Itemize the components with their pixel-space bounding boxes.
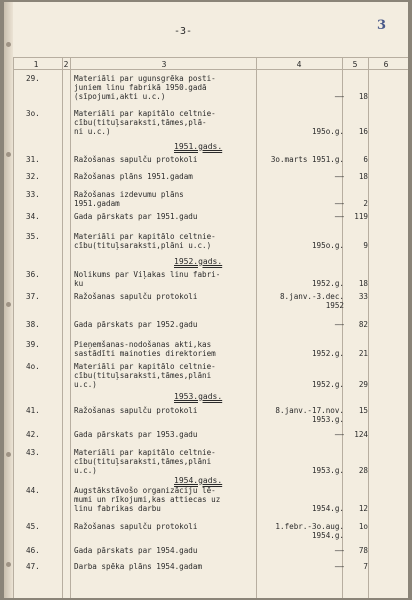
binding-hole	[6, 152, 11, 157]
item-page-count: 29	[358, 380, 368, 389]
table-header-rule	[13, 69, 408, 70]
item-number: 3o.	[26, 109, 40, 118]
item-description: Ražošanas sapulču protokoli	[74, 406, 198, 415]
item-number: 29.	[26, 74, 40, 83]
item-date: ——	[334, 320, 344, 329]
item-page-count: 78	[358, 546, 368, 555]
item-date: ——	[334, 199, 344, 208]
item-date: ——	[334, 562, 344, 571]
item-date: 1954.g.	[311, 504, 344, 513]
column-rule	[62, 58, 63, 598]
item-description: Gada pārskats par 1951.gadu	[74, 212, 198, 221]
item-page-count: 16	[358, 127, 368, 136]
document-page	[4, 2, 408, 598]
year-heading-label: 1953.gads.	[174, 392, 223, 401]
binding-hole	[6, 302, 11, 307]
item-page-count: 28	[358, 466, 368, 475]
item-number: 45.	[26, 522, 40, 531]
item-page-count: 18	[358, 172, 368, 181]
item-number: 37.	[26, 292, 40, 301]
item-number: 47.	[26, 562, 40, 571]
column-rule	[13, 58, 14, 598]
item-number: 31.	[26, 155, 40, 164]
item-number: 41.	[26, 406, 40, 415]
binding-hole	[6, 452, 11, 457]
item-date: ——	[334, 430, 344, 439]
item-number: 38.	[26, 320, 40, 329]
item-number: 43.	[26, 448, 40, 457]
item-date: 1952.g.	[311, 349, 344, 358]
column-header-3: 3	[161, 60, 167, 69]
column-header-6: 6	[383, 60, 389, 69]
item-number: 36.	[26, 270, 40, 279]
item-description: Materiāli par kapitālo celtnie- cību(tituļsaraksti,tāmes,plā- ni u.c.)	[74, 109, 216, 136]
item-description: Pieņemšanas-nodošanas akti,kas sastādīti mainoties direktoriem	[74, 340, 216, 358]
item-date: 1953.g.	[311, 466, 344, 475]
column-rule	[70, 58, 71, 598]
item-number: 35.	[26, 232, 40, 241]
item-number: 46.	[26, 546, 40, 555]
item-page-count: 7	[363, 562, 368, 571]
item-page-count: 6	[363, 155, 368, 164]
item-description: Gada pārskats par 1953.gadu	[74, 430, 198, 439]
binding-edge	[4, 2, 13, 598]
item-page-count: 119	[354, 212, 368, 221]
table-top-rule	[13, 57, 408, 58]
item-description: Materiāli par kapitālo celtnie- cību(tituļsaraksti,tāmes,plāni u.c.)	[74, 448, 216, 475]
year-heading-label: 1951.gads.	[174, 142, 223, 151]
item-page-count: 33	[358, 292, 368, 301]
item-date: 8.janv.-17.nov. 1953.g.	[275, 406, 344, 424]
item-page-count: 18	[358, 92, 368, 101]
item-number: 39.	[26, 340, 40, 349]
item-description: Gada pārskats par 1954.gadu	[74, 546, 198, 555]
item-page-count: 1o	[358, 522, 368, 531]
item-date: ——	[334, 172, 344, 181]
item-description: Gada pārskats par 1952.gadu	[74, 320, 198, 329]
item-number: 42.	[26, 430, 40, 439]
column-header-2: 2	[63, 60, 69, 69]
item-page-count: 2	[363, 199, 368, 208]
item-date: 3o.marts 1951.g.	[270, 155, 344, 164]
binding-hole	[6, 42, 11, 47]
item-page-count: 9	[363, 241, 368, 250]
item-date: 195o.g.	[311, 241, 344, 250]
item-description: Ražošanas sapulču protokoli	[74, 292, 198, 301]
item-description: Materiāli par kapitālo celtnie- cību(tituļsaraksti,tāmes,plāni u.c.)	[74, 362, 216, 389]
binding-hole	[6, 562, 11, 567]
item-number: 34.	[26, 212, 40, 221]
item-date: ——	[334, 546, 344, 555]
item-description: Materiāli par ugunsgrēka posti- juniem linu fabrikā 1950.gadā (sīpojumi,akti u.c.)	[74, 74, 216, 101]
item-date: 1.febr.-3o.aug. 1954.g.	[275, 522, 344, 540]
item-date: 1952.g.	[311, 380, 344, 389]
item-description: Materiāli par kapitālo celtnie- cību(tituļsaraksti,plāni u.c.)	[74, 232, 216, 250]
item-number: 32.	[26, 172, 40, 181]
item-page-count: 82	[358, 320, 368, 329]
item-number: 4o.	[26, 362, 40, 371]
column-header-4: 4	[296, 60, 302, 69]
item-page-count: 12	[358, 504, 368, 513]
item-description: Ražošanas sapulču protokoli	[74, 522, 198, 531]
item-page-count: 21	[358, 349, 368, 358]
year-heading-label: 1952.gads.	[174, 257, 223, 266]
item-description: Darba spēka plāns 1954.gadam	[74, 562, 203, 571]
year-heading-label: 1954.gads.	[174, 476, 223, 485]
item-number: 44.	[26, 486, 40, 495]
item-page-count: 124	[354, 430, 368, 439]
item-description: Augstākstāvošo organizāciju lē- mumi un rīkojumi,kas attiecas uz linu fabrikas darbu	[74, 486, 221, 513]
item-description: Ražošanas plāns 1951.gadam	[74, 172, 193, 181]
item-date: 1952.g.	[311, 279, 344, 288]
item-description: Nolikums par Viļakas linu fabri- ku	[74, 270, 221, 288]
item-date: 8.janv.-3.dec. 1952	[279, 292, 344, 310]
column-header-5: 5	[352, 60, 358, 69]
item-date: 195o.g.	[311, 127, 344, 136]
item-page-count: 18	[358, 279, 368, 288]
item-page-count: 15	[358, 406, 368, 415]
archive-stamp-number: 3	[376, 18, 386, 33]
item-date: ——	[334, 212, 344, 221]
column-header-1: 1	[33, 60, 39, 69]
item-date: ——	[334, 92, 344, 101]
page-number: -3-	[174, 26, 193, 37]
item-number: 33.	[26, 190, 40, 199]
column-rule	[368, 58, 369, 598]
item-description: Ražošanas sapulču protokoli	[74, 155, 198, 164]
item-description: Ražošanas izdevumu plāns 1951.gadam	[74, 190, 184, 208]
